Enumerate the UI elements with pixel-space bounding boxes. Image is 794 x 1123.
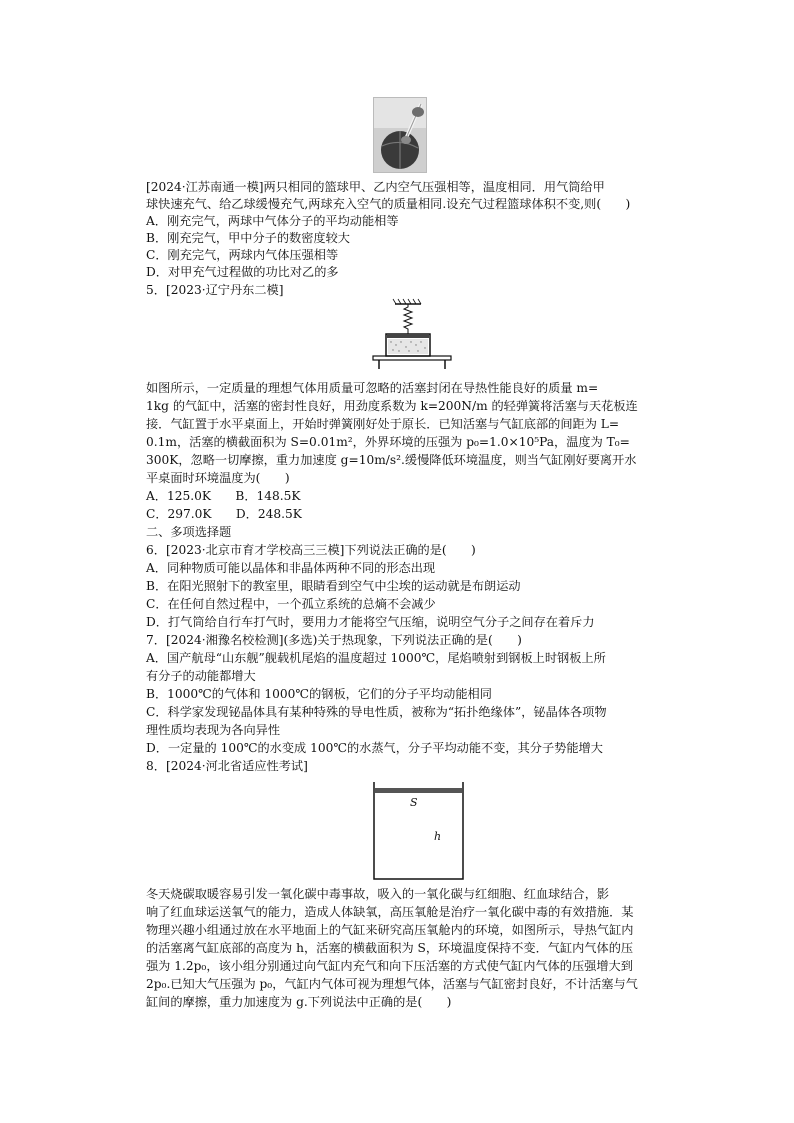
q5-stem-line4: 0.1m，活塞的横截面积为 S=0.01m²，外界环境的压强为 p₀=1.0×10⁵Pa，温度为 T₀= — [146, 435, 630, 449]
q8-stem-line7: 缸间的摩擦，重力加速度为 g.下列说法中正确的是( ) — [146, 995, 452, 1009]
section-title-multiple-choice: 二、多项选择题 — [146, 525, 232, 539]
q5-stem-line2: 1kg 的气缸中，活塞的密封性良好，用劲度系数为 k=200N/m 的轻弹簧将活塞与天花板连 — [146, 399, 638, 413]
q5-header: 5．[2023·辽宁丹东二模] — [146, 283, 284, 297]
q4-stem-line2: 球快速充气、给乙球缓慢充气,两球充入空气的质量相同.设充气过程篮球体积不变,则( ) — [146, 197, 631, 211]
q7-option-a-line1: A．国产航母“山东舰”舰载机尾焰的温度超过 1000℃，尾焰喷射到钢板上时钢板上所 — [146, 651, 606, 665]
q8-stem-line5: 强为 1.2p₀，该小组分别通过向气缸内充气和向下压活塞的方式使气缸内气体的压强增大到 — [146, 959, 633, 973]
q4-option-c: C．刚充完气，两球内气体压强相等 — [146, 248, 339, 262]
q8-stem-line2: 响了红血球运送氧气的能力，造成人体缺氧，高压氧舱是治疗一氧化碳中毒的有效措施．某 — [146, 905, 634, 919]
q8-stem-line3: 物理兴趣小组通过放在水平地面上的气缸来研究高压氧舱内的环境，如图所示，导热气缸内 — [146, 923, 634, 937]
cylinder-piston-figure — [372, 780, 466, 882]
q7-option-c-line2: 理性质均表现为各向异性 — [146, 723, 281, 737]
spring-cylinder-figure — [371, 298, 453, 370]
q4-option-d: D．对甲充气过程做的功比对乙的多 — [146, 265, 339, 279]
q7-option-d: D．一定量的 100℃的水变成 100℃的水蒸气，分子平均动能不变，其分子势能增大 — [146, 741, 603, 755]
basketball-pump-photo — [373, 97, 427, 173]
q7-stem: 7．[2024·湘豫名校检测](多选)关于热现象，下列说法正确的是( ) — [146, 633, 522, 647]
q6-option-c: C．在任何自然过程中，一个孤立系统的总熵不会减少 — [146, 597, 436, 611]
q5-stem-line3: 接．气缸置于水平桌面上，开始时弹簧刚好处于原长．已知活塞与气缸底部的间距为 L= — [146, 417, 620, 431]
area-label-s: S — [410, 796, 418, 809]
q8-stem-line6: 2p₀.已知大气压强为 p₀，气缸内气体可视为理想气体，活塞与气缸密封良好，不计活塞与气 — [146, 977, 638, 991]
q5-stem-line1: 如图所示，一定质量的理想气体用质量可忽略的活塞封闭在导热性能良好的质量 m= — [146, 381, 599, 395]
q5-stem-line5: 300K，忽略一切摩擦，重力加速度 g=10m/s².缓慢降低环境温度，则当气缸刚好要离开水 — [146, 453, 637, 467]
q6-option-b: B．在阳光照射下的教室里，眼睛看到空气中尘埃的运动就是布朗运动 — [146, 579, 521, 593]
q6-option-d: D．打气筒给自行车打气时，要用力才能将空气压缩，说明空气分子之间存在着斥力 — [146, 615, 595, 629]
q8-stem-line1: 冬天烧碳取暖容易引发一氧化碳中毒事故，吸入的一氧化碳与红细胞、红血球结合，影 — [146, 887, 610, 901]
q5-options-row1: A．125.0K B．148.5K — [146, 489, 301, 503]
q4-option-a: A．刚充完气，两球中气体分子的平均动能相等 — [146, 214, 399, 228]
q4-stem-line1: [2024·江苏南通一模]两只相同的篮球甲、乙内空气压强相等，温度相同．用气筒给甲 — [146, 180, 605, 194]
q7-option-a-line2: 有分子的动能都增大 — [146, 669, 256, 683]
q4-option-b: B．刚充完气，甲中分子的数密度较大 — [146, 231, 350, 245]
q7-option-c-line1: C．科学家发现铋晶体具有某种特殊的导电性质，被称为“拓扑绝缘体”，铋晶体各项物 — [146, 705, 607, 719]
height-label-h: h — [434, 830, 442, 843]
q8-header: 8．[2024·河北省适应性考试] — [146, 759, 308, 773]
q6-stem: 6．[2023·北京市育才学校高三三模]下列说法正确的是( ) — [146, 543, 476, 557]
q5-stem-line6: 平桌面时环境温度为( ) — [146, 471, 290, 485]
q5-options-row2: C．297.0K D．248.5K — [146, 507, 302, 521]
q8-stem-line4: 的活塞离气缸底部的高度为 h，活塞的横截面积为 S，环境温度保持不变．气缸内气体的压 — [146, 941, 634, 955]
q6-option-a: A．同种物质可能以晶体和非晶体两种不同的形态出现 — [146, 561, 436, 575]
q7-option-b: B．1000℃的气体和 1000℃的钢板，它们的分子平均动能相同 — [146, 687, 492, 701]
